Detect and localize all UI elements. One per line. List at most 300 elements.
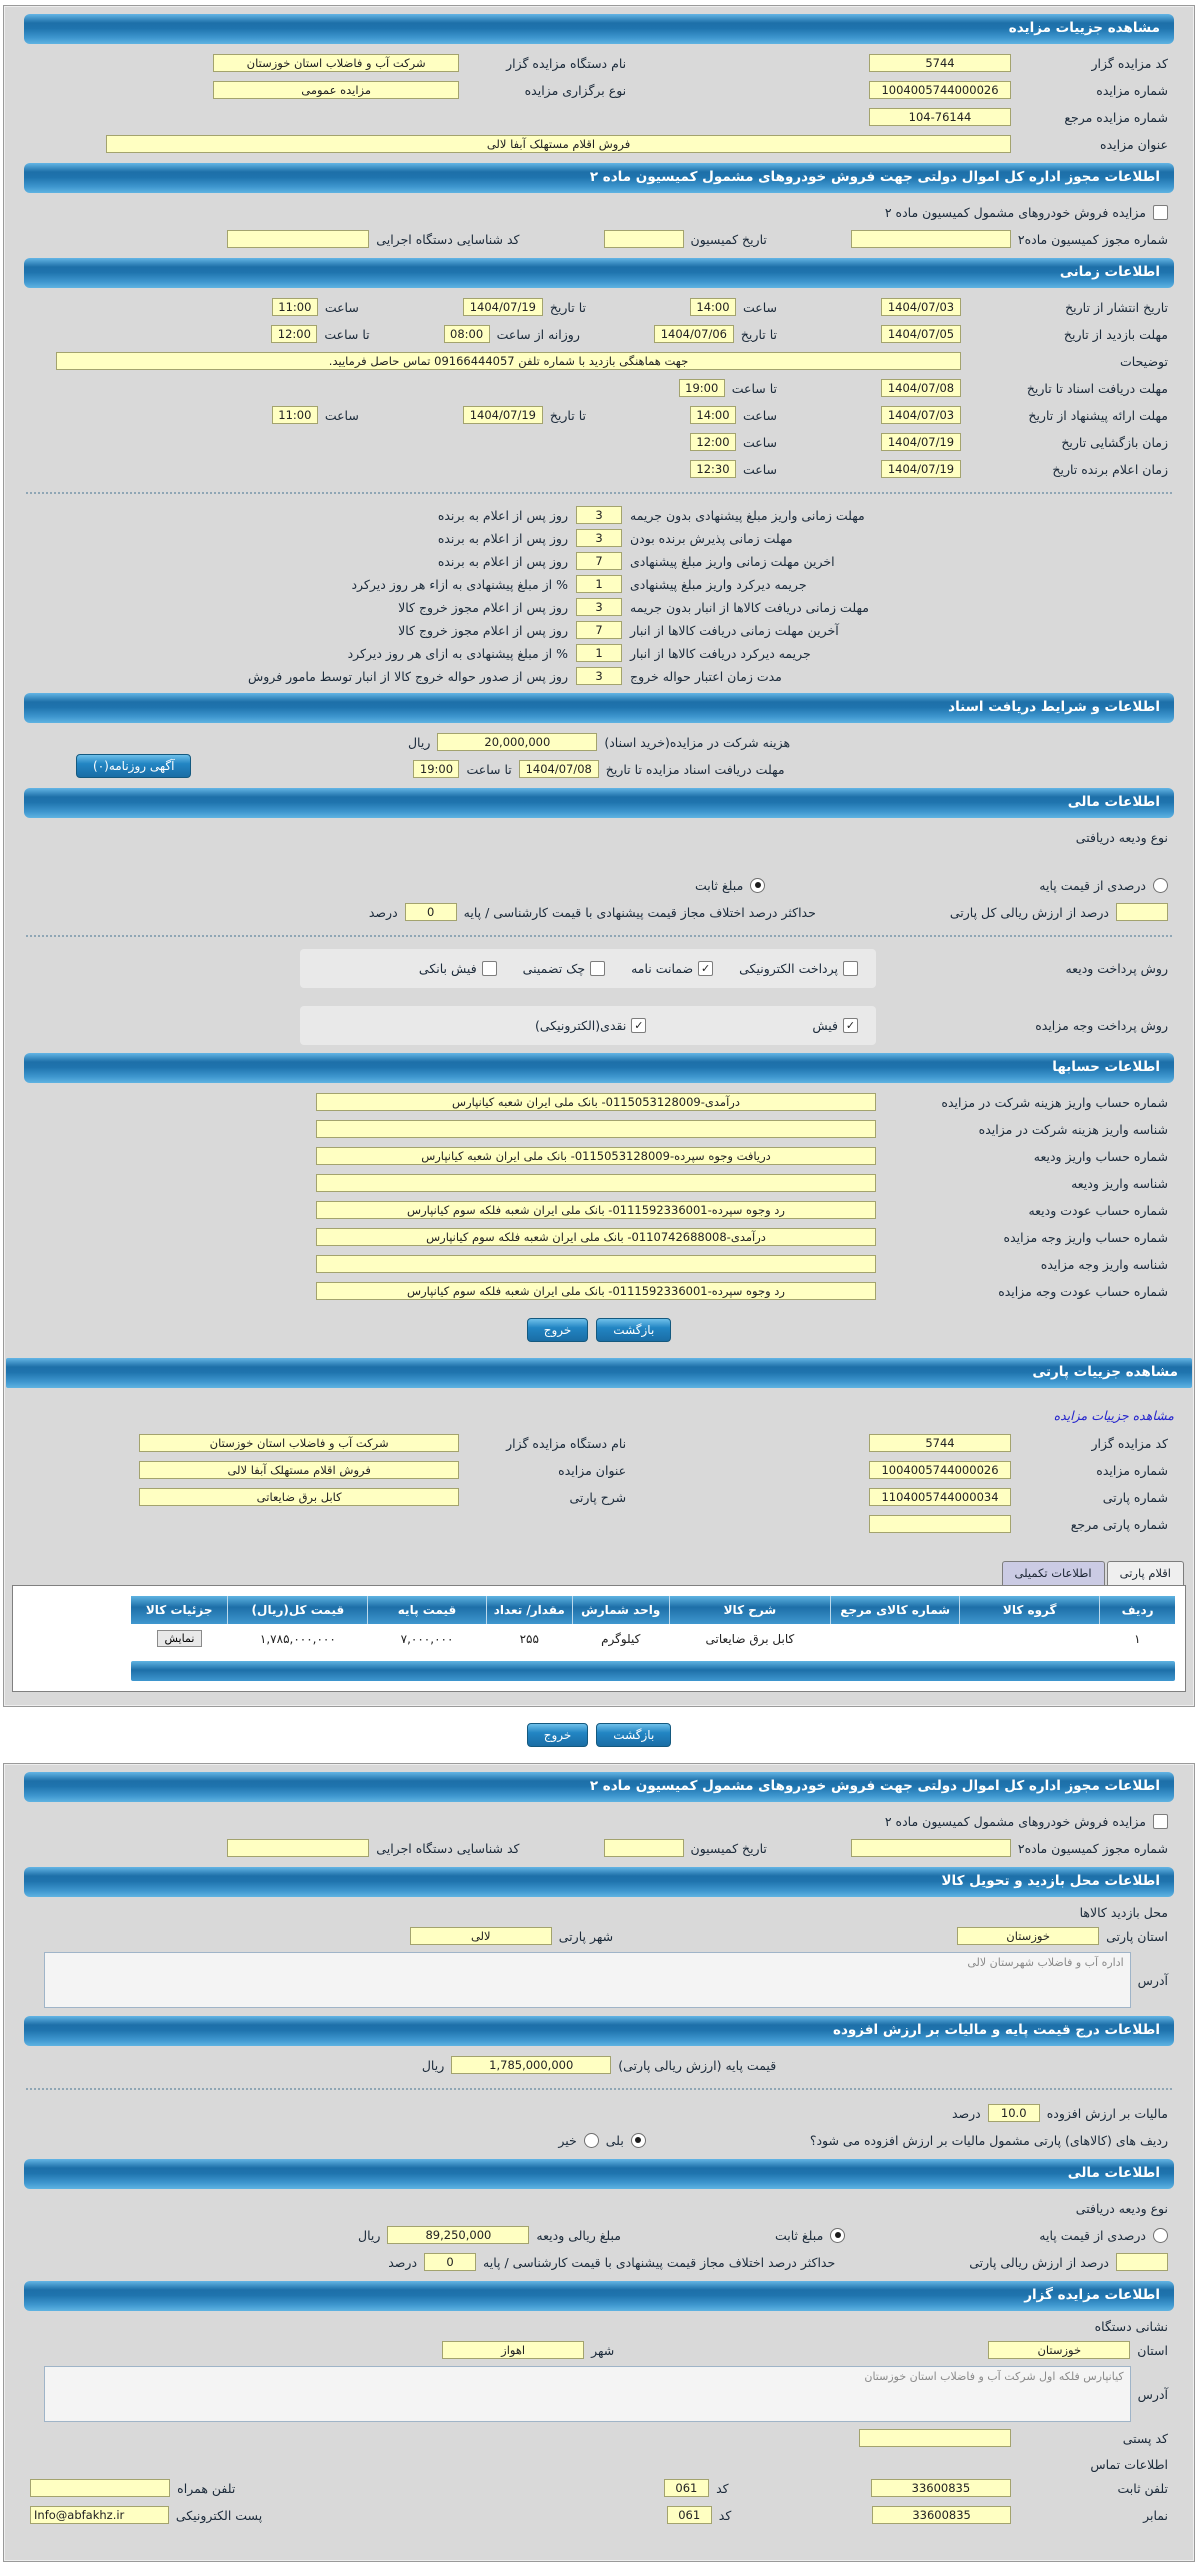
auction-number-field[interactable]: 1004005744000026 [869, 81, 1011, 99]
article2-checkbox[interactable] [1153, 205, 1168, 220]
max-diff-percent-label: درصد [368, 904, 398, 920]
auction-type-group [91, 81, 626, 99]
winner-hour-label: ساعت [742, 461, 777, 477]
penalty-suffix: روز پس از اعلام به برنده [437, 553, 568, 569]
row-postal-code [30, 2427, 1168, 2449]
section-header-auction-details: مشاهده جزییات مزایده [24, 14, 1174, 44]
publish-from-date[interactable]: 1404/07/03 [881, 298, 961, 316]
penalty-value-field[interactable]: 1 [576, 644, 622, 662]
account-row [30, 1145, 1168, 1167]
goods-table-container [12, 1585, 1186, 1692]
penalty-row [109, 575, 1089, 593]
commission-date-field[interactable] [604, 230, 684, 248]
penalty-value-field[interactable]: 3 [576, 667, 622, 685]
max-diff-field-2[interactable]: 0 [424, 2253, 476, 2271]
visit-daily-label: روزانه از ساعت [496, 326, 580, 342]
visit-to-label: تا تاریخ [740, 326, 777, 342]
party-city-field[interactable]: لالی [410, 1927, 552, 1945]
party-desc-label: شرح پارتی [569, 1489, 627, 1505]
offer-from-time[interactable]: 14:00 [690, 406, 736, 424]
auction-title-field[interactable]: فروش اقلام مستهلک آبفا لالی [106, 135, 1011, 153]
section-header-permit: اطلاعات مجوز اداره کل اموال دولتی جهت فروش خودروهای مشمول کمیسیون ماده ۲ [24, 163, 1174, 193]
account-label: شناسه واریز ودیعه [1071, 1175, 1168, 1191]
party-auctioneer-code-label: کد مزایده گزار [1091, 1435, 1168, 1451]
back-button[interactable]: بازگشت [596, 1318, 671, 1342]
auctioneer-org-field[interactable]: شرکت آب و فاضلاب استان خوزستان [213, 54, 459, 72]
account-label: شماره حساب واریز ودیعه [1033, 1148, 1168, 1164]
show-details-button[interactable]: نمایش [157, 1630, 203, 1647]
fax-code-field[interactable]: 061 [667, 2506, 712, 2524]
party-auctioneer-code-field[interactable]: 5744 [869, 1434, 1011, 1452]
phone-code-label: کد [716, 2480, 729, 2496]
auction-type-field[interactable]: مزایده عمومی [213, 81, 459, 99]
visit-address-label: آدرس [1137, 1972, 1168, 1988]
max-diff-field[interactable]: 0 [405, 903, 457, 921]
section-header-permit-2: اطلاعات مجوز اداره کل اموال دولتی جهت فروش خودروهای مشمول کمیسیون ماده ۲ [24, 1772, 1174, 1802]
publish-hour-label: ساعت [742, 299, 777, 315]
panel1-buttons [4, 1318, 1194, 1342]
tab-additional-info[interactable]: اطلاعات تکمیلی [1002, 1561, 1105, 1585]
auctioneer-address-title: نشانی دستگاه [1094, 2319, 1168, 2334]
deposit-method-label: روش پرداخت ودیعه [1065, 961, 1168, 976]
auctioneer-address-label: آدرس [1137, 2386, 1168, 2402]
method-electronic-payment [739, 961, 858, 976]
max-diff-label-2: حداکثر درصد اختلاف مجاز قیمت پیشنهادی با قیمت کارشناسی / پایه [483, 2254, 836, 2270]
row-visit [30, 323, 1168, 345]
fax-field[interactable]: 33600835 [872, 2506, 1011, 2524]
exit-button-2[interactable]: خروج [527, 1723, 589, 1747]
auctioneer-city-field[interactable]: اهواز [442, 2341, 584, 2359]
docs-deadline2-time[interactable]: 19:00 [413, 760, 459, 778]
penalty-label: اخرین مهلت زمانی واریز مبلغ پیشنهادی [630, 553, 835, 569]
method-bank-slip [419, 961, 497, 976]
row-number-type [30, 79, 1168, 101]
goods-table [131, 1596, 1175, 1653]
account-row [30, 1280, 1168, 1302]
contact-info-title: اطلاعات تماس [1090, 2457, 1168, 2472]
notes-field[interactable]: جهت هماهنگی بازدید با شماره تلفن 09166444057 تماس حاصل فرمایید. [56, 352, 961, 370]
account-label: شماره حساب واریز وجه مزایده [1003, 1229, 1168, 1245]
row-permit-checkbox-2 [30, 1810, 1168, 1832]
col-description: شرح کالا [669, 1596, 830, 1624]
account-field[interactable] [316, 1255, 876, 1273]
row-offer [30, 404, 1168, 426]
base-price-rial-label: ریال [421, 2057, 445, 2073]
phone-label: تلفن ثابت [1117, 2480, 1168, 2496]
mobile-field[interactable] [30, 2479, 170, 2497]
col-quantity: مقدار/ تعداد [486, 1596, 572, 1624]
percent-of-base-radio[interactable] [1153, 878, 1168, 893]
row-fax [30, 2504, 1168, 2526]
row-base-price [30, 2054, 1168, 2076]
exit-button[interactable]: خروج [527, 1318, 589, 1342]
row-permit-fields-2 [30, 1837, 1168, 1859]
electronic-payment-checkbox[interactable] [843, 961, 858, 976]
article2-checkbox-2[interactable] [1153, 1814, 1168, 1829]
cell-row-number: ۱ [1100, 1624, 1175, 1653]
section-header-visit-place: اطلاعات محل بازدید و تحویل کالا [24, 1867, 1174, 1897]
tab-party-items[interactable]: اقلام پارتی [1107, 1561, 1184, 1585]
penalty-row [109, 644, 1089, 662]
row-docs-deadline [30, 377, 1168, 399]
electronic-payment-label: پرداخت الکترونیکی [739, 961, 838, 976]
commission-date-field-2[interactable] [604, 1839, 684, 1857]
percent-of-lot-label: درصد از ارزش ریالی کل پارتی [949, 904, 1109, 920]
docs-until-label: تا ساعت [731, 380, 777, 396]
cell-quantity: ۲۵۵ [486, 1624, 572, 1653]
auctioneer-province-label: استان [1137, 2342, 1168, 2358]
fish-checkbox[interactable] [843, 1018, 858, 1033]
dotted-separator [26, 492, 1172, 494]
guarantee-checkbox[interactable] [698, 961, 713, 976]
offer-hour-label: ساعت [742, 407, 777, 423]
row-visit-address [30, 1952, 1168, 2008]
auctioneer-code-group [633, 54, 1168, 72]
row-docs-deadline2 [30, 758, 1168, 780]
party-auctioneer-org-field[interactable]: شرکت آب و فاضلاب استان خوزستان [139, 1434, 459, 1452]
party-ref-field[interactable] [869, 1515, 1011, 1533]
account-label: شناسه واریز هزینه شرکت در مزایده [978, 1121, 1168, 1137]
account-row [30, 1253, 1168, 1275]
winner-date[interactable]: 1404/07/19 [881, 460, 961, 478]
col-base-price: قیمت پایه [368, 1596, 486, 1624]
docs-deadline-time[interactable]: 19:00 [679, 379, 725, 397]
publish-to-label: تا تاریخ [549, 299, 586, 315]
col-unit: واحد شمارش [572, 1596, 669, 1624]
party-city-label: شهر پارتی [558, 1928, 614, 1944]
row-code-org [30, 52, 1168, 74]
section-header-base-price: اطلاعات درج قیمت پایه و مالیات بر ارزش افزوده [24, 2016, 1174, 2046]
penalty-suffix: روز پس از اعلام به برنده [437, 530, 568, 546]
offer-from-date[interactable]: 1404/07/03 [881, 406, 961, 424]
publish-to-hour-label: ساعت [324, 299, 359, 315]
row-auctioneer-province-city [30, 2339, 1168, 2361]
guarantee-label: ضمانت نامه [631, 961, 694, 976]
docs-deadline-date[interactable]: 1404/07/08 [881, 379, 961, 397]
email-field[interactable]: Info@abfakhz.ir [30, 2506, 169, 2524]
section-header-timing: اطلاعات زمانی [24, 258, 1174, 288]
article2-checkbox-label: مزایده فروش خودروهای مشمول کمیسیون ماده ۲ [884, 204, 1146, 220]
auction-ref-label: شماره مزایده مرجع [1064, 109, 1168, 125]
party-auction-number-field[interactable]: 1004005744000026 [869, 1461, 1011, 1479]
org-id-label: کد شناسایی دستگاه اجرایی [376, 231, 520, 247]
account-row [30, 1199, 1168, 1221]
penalty-row [109, 529, 1089, 547]
penalty-value-field[interactable]: 1 [576, 575, 622, 593]
party-province-label: استان پارتی [1106, 1928, 1168, 1944]
section-header-financial-2: اطلاعات مالی [24, 2159, 1174, 2189]
base-price-field[interactable]: 1,785,000,000 [451, 2056, 611, 2074]
account-label: شماره حساب عودت ودیعه [1028, 1202, 1168, 1218]
pay-method-label: روش پرداخت وجه مزایده [1035, 1018, 1168, 1033]
row-phone [30, 2477, 1168, 2499]
party-tabs [14, 1561, 1184, 1585]
row-vat-question [30, 2129, 1168, 2151]
certified-check-label: چک تضمینی [522, 961, 586, 976]
auction-ref-field[interactable]: 104-76144 [869, 108, 1011, 126]
auctioneer-org-group [91, 54, 626, 72]
opening-label: زمان بازگشایی تاریخ [1061, 434, 1168, 450]
cash-electronic-checkbox[interactable] [631, 1018, 646, 1033]
row-percent-maxdiff-2 [30, 2251, 1168, 2273]
section-header-auctioneer: اطلاعات مزایده گزار [24, 2281, 1174, 2311]
visit-to-date[interactable]: 1404/07/06 [654, 325, 734, 343]
percent-of-lot-field[interactable] [1116, 903, 1168, 921]
penalty-row [109, 552, 1089, 570]
party-auction-title-field[interactable]: فروش اقلام مستهلک آبفا لالی [139, 1461, 459, 1479]
publish-label: تاریخ انتشار از تاریخ [1065, 299, 1168, 315]
dotted-separator [26, 2088, 1172, 2090]
fixed-amount-radio[interactable] [750, 878, 765, 893]
org-id-label-2: کد شناسایی دستگاه اجرایی [376, 1840, 520, 1856]
party-auction-title-label: عنوان مزایده [558, 1462, 627, 1478]
col-details: جزئیات کالا [131, 1596, 228, 1624]
publish-to-date[interactable]: 1404/07/19 [463, 298, 543, 316]
max-diff-percent-label-2: درصد [388, 2254, 418, 2270]
auction-details-panel [3, 5, 1195, 1707]
method-fish [812, 1018, 858, 1033]
goods-table-row [131, 1624, 1175, 1653]
bank-slip-checkbox[interactable] [482, 961, 497, 976]
fee-label: هزینه شرکت در مزایده(خرید اسناد) [604, 734, 791, 750]
org-id-field[interactable] [227, 230, 369, 248]
vat-yes-radio[interactable] [631, 2133, 646, 2148]
auctioneer-code-label: کد مزایده گزار [1091, 55, 1168, 71]
party-row-code-org [30, 1432, 1168, 1454]
auction-title-label: عنوان مزایده [1100, 136, 1168, 152]
percent-of-base-label-2: درصدی از قیمت پایه [1039, 2227, 1146, 2243]
account-field[interactable]: رد وجوه سپرده-0111592336001- بانک ملی ایران شعبه فلکه سوم کیانپارس [316, 1282, 876, 1300]
permit-number-label-2: شماره مجوز کمیسیون ماده۲ [1017, 1840, 1168, 1856]
penalty-row [109, 667, 1089, 685]
phone-field[interactable]: 33600835 [871, 2479, 1011, 2497]
row-party-province-city [30, 1925, 1168, 1947]
penalty-value-field[interactable]: 7 [576, 552, 622, 570]
article2-checkbox-label-2: مزایده فروش خودروهای مشمول کمیسیون ماده ۲ [884, 1813, 1146, 1829]
fee-rial-label: ریال [407, 734, 431, 750]
penalty-value-field[interactable]: 7 [576, 621, 622, 639]
publish-to-time[interactable]: 11:00 [272, 298, 318, 316]
account-row [30, 1226, 1168, 1248]
row-deposit-type-options [30, 874, 1168, 896]
account-field[interactable]: دریافت وجوه سپرده-0115053128009- بانک ملی ایران شعبه کیانپارس [316, 1147, 876, 1165]
penalty-label: آخرین مهلت زمانی دریافت کالاها از انبار [630, 622, 839, 638]
commission-date-label-2: تاریخ کمیسیون [690, 1840, 767, 1856]
goods-table-header-row [131, 1596, 1175, 1624]
cell-description: کابل برق ضایعاتی [669, 1624, 830, 1653]
permit-number-field-2[interactable] [851, 1839, 1011, 1857]
penalty-label: جریمه دیرکرد دریافت کالاها از انبار [630, 645, 811, 661]
section-header-accounts: اطلاعات حسابها [24, 1053, 1174, 1083]
vat-yes-label: بلی [605, 2132, 624, 2148]
percent-of-party-label: درصد از ارزش ریالی پارتی [969, 2254, 1109, 2270]
party-row-no-desc [30, 1486, 1168, 1508]
mobile-label: تلفن همراه [177, 2480, 236, 2496]
fixed-amount-radio-2[interactable] [830, 2228, 845, 2243]
opening-hour-label: ساعت [742, 434, 777, 450]
row-pay-methods [30, 1006, 1168, 1045]
certified-check-checkbox[interactable] [590, 961, 605, 976]
row-auctioneer-address [30, 2366, 1168, 2422]
row-deposit-methods [30, 949, 1168, 988]
fax-label: نمابر [1143, 2507, 1168, 2523]
offer-to-time[interactable]: 11:00 [272, 406, 318, 424]
vat-field[interactable]: 10.0 [988, 2104, 1040, 2122]
auctioneer-code-field[interactable]: 5744 [869, 54, 1011, 72]
vat-label: مالیات بر ارزش افزوده [1046, 2105, 1168, 2121]
penalty-suffix: % از مبلغ پیشنهادی به ازای هر روز دیرکرد [347, 645, 568, 661]
newspaper-ad-button[interactable]: آگهی روزنامه(۰) [76, 754, 191, 778]
penalty-suffix: روز پس از اعلام مجوز خروج کالا [398, 599, 568, 615]
penalty-row [109, 621, 1089, 639]
offer-to-date[interactable]: 1404/07/19 [463, 406, 543, 424]
vat-question-label: ردیف های (کالاهای) پارتی مشمول مالیات بر ارزش افزوده می شود؟ [809, 2132, 1168, 2148]
docs-until2-label: تا ساعت [466, 761, 512, 777]
row-title [30, 133, 1168, 155]
percent-of-base-radio-2[interactable] [1153, 2228, 1168, 2243]
row-percent-maxdiff [30, 901, 1168, 923]
cash-electronic-label: نقدی(الکترونیکی) [534, 1018, 627, 1033]
col-ref-number: شماره کالای مرجع [831, 1596, 960, 1624]
winner-label: زمان اعلام برنده تاریخ [1052, 461, 1168, 477]
email-label: پست الکترونیکی [175, 2507, 263, 2523]
method-cash-electronic [535, 1018, 646, 1033]
penalty-label: مهلت زمانی دریافت کالاها از انبار بدون جریمه [630, 599, 869, 615]
penalty-value-field[interactable]: 3 [576, 506, 622, 524]
visit-place-title: محل بازدید کالاها [1079, 1905, 1168, 1920]
back-button-2[interactable]: بازگشت [596, 1723, 671, 1747]
party-desc-field[interactable]: کابل برق ضایعاتی [139, 1488, 459, 1506]
cell-goods-group [960, 1624, 1100, 1653]
opening-date[interactable]: 1404/07/19 [881, 433, 961, 451]
fish-label: فیش [812, 1018, 838, 1033]
method-guarantee [631, 961, 713, 976]
penalty-suffix: روز پس از صدور حواله خروج کالا از انبار توسط مامور فروش [248, 668, 568, 684]
offer-to-label: تا تاریخ [549, 407, 586, 423]
row-fee [30, 731, 1168, 753]
auctioneer-org-label: نام دستگاه مزایده گزار [506, 55, 627, 71]
base-price-label: قیمت پایه (ارزش ریالی پارتی) [618, 2057, 777, 2073]
postal-code-label: کد پستی [1122, 2430, 1168, 2446]
account-row [30, 1091, 1168, 1113]
publish-from-time[interactable]: 14:00 [690, 298, 736, 316]
account-row [30, 1118, 1168, 1140]
penalty-suffix: % از مبلغ پیشنهادی به ازاء هر روز دیرکرد [351, 576, 568, 592]
cell-ref-number [831, 1624, 960, 1653]
auction-number-group [633, 81, 1168, 99]
visit-address-textarea[interactable]: اداره آب و فاضلاب شهرستان لالی [44, 1952, 1131, 2008]
party-number-field[interactable]: 1104005744000034 [869, 1488, 1011, 1506]
account-field[interactable]: رد وجوه سپرده-0111592336001- بانک ملی ایران شعبه فلکه سوم کیانپارس [316, 1201, 876, 1219]
winner-time[interactable]: 12:30 [690, 460, 736, 478]
penalty-label: جریمه دیرکرد واریز مبلغ پیشنهادی [630, 576, 807, 592]
offer-label: مهلت ارائه پیشنهاد از تاریخ [1028, 407, 1168, 423]
party-number-label: شماره پارتی [1102, 1489, 1168, 1505]
auctioneer-city-label: شهر [591, 2342, 615, 2358]
permit-number-label: شماره مجوز کمیسیون ماده۲ [1017, 231, 1168, 247]
bank-slip-label: فیش بانکی [418, 961, 477, 976]
auctioneer-address-textarea[interactable]: کیانپارس فلکه اول شرکت آب و فاضلاب استان خوزستان [44, 2366, 1131, 2422]
visit-end-time[interactable]: 12:00 [271, 325, 317, 343]
fixed-amount-label-2: مبلغ ثابت [775, 2227, 824, 2243]
visit-from-date[interactable]: 1404/07/05 [881, 325, 961, 343]
deposit-amount-field[interactable]: 89,250,000 [387, 2226, 529, 2244]
between-panel-buttons [0, 1723, 1198, 1747]
deposit-amount-label: مبلغ ریالی ودیعه [536, 2227, 621, 2243]
row-notes [30, 350, 1168, 372]
deposit-type-label: نوع ودیعه دریافتی [1075, 829, 1168, 845]
method-certified-check [523, 961, 605, 976]
row-deposit-type-options-2 [30, 2224, 1168, 2246]
account-field[interactable] [316, 1120, 876, 1138]
party-info-panel [3, 1763, 1195, 2562]
party-row-ref [30, 1513, 1168, 1535]
vat-no-radio[interactable] [584, 2133, 599, 2148]
party-auction-number-label: شماره مزایده [1096, 1462, 1168, 1478]
account-field[interactable] [316, 1174, 876, 1192]
section-header-party-details: مشاهده جزییات پارتی [6, 1358, 1192, 1388]
penalty-label: مهلت زمانی واریز مبلغ پیشنهادی بدون جریمه [630, 507, 865, 523]
deposit-amount-rial-label: ریال [358, 2227, 381, 2243]
percent-of-base-label: درصدی از قیمت پایه [1039, 877, 1146, 893]
account-field[interactable]: درآمدی-0110742688008- بانک ملی ایران شعبه فلکه سوم کیانپارس [316, 1228, 876, 1246]
percent-of-party-field[interactable] [1116, 2253, 1168, 2271]
row-winner [30, 458, 1168, 480]
penalty-label: مهلت زمانی پذیرش برنده بودن [630, 530, 793, 546]
auctioneer-province-field[interactable]: خوزستان [988, 2341, 1130, 2359]
opening-time[interactable]: 12:00 [690, 433, 736, 451]
visit-start-time[interactable]: 08:00 [444, 325, 490, 343]
cell-details [131, 1624, 228, 1653]
row-deposit-type-label-2 [30, 2197, 1168, 2219]
permit-number-field[interactable] [851, 230, 1011, 248]
cell-unit: کیلوگرم [572, 1624, 669, 1653]
fixed-amount-label: مبلغ ثابت [695, 877, 744, 893]
visit-until-label: تا ساعت [324, 326, 370, 342]
deposit-methods-box [300, 949, 876, 988]
pay-methods-box [300, 1006, 876, 1045]
docs-deadline2-date[interactable]: 1404/07/08 [519, 760, 599, 778]
docs-deadline-label: مهلت دریافت اسناد تا تاریخ [1026, 380, 1168, 396]
cell-base-price: ۷,۰۰۰,۰۰۰ [368, 1624, 486, 1653]
org-id-field-2[interactable] [227, 1839, 369, 1857]
max-diff-label: حداکثر درصد اختلاف مجاز قیمت پیشنهادی با قیمت کارشناسی / پایه [463, 904, 816, 920]
fee-field[interactable]: 20,000,000 [437, 733, 597, 751]
penalty-suffix: روز پس از اعلام به برنده [437, 507, 568, 523]
account-label: شماره حساب واریز هزینه شرکت در مزایده [941, 1094, 1168, 1110]
penalty-value-field[interactable]: 3 [576, 598, 622, 616]
vat-no-label: خیر [558, 2132, 577, 2148]
phone-code-field[interactable]: 061 [664, 2479, 709, 2497]
row-permit-checkbox [30, 201, 1168, 223]
cell-total-price: ۱,۷۸۵,۰۰۰,۰۰۰ [228, 1624, 368, 1653]
row-permit-fields [30, 228, 1168, 250]
party-province-field[interactable]: خوزستان [957, 1927, 1099, 1945]
section-header-financial: اطلاعات مالی [24, 788, 1174, 818]
auction-type-label: نوع برگزاری مزایده [524, 82, 627, 98]
goods-table-footer-bar [131, 1661, 1175, 1681]
row-deposit-type-label [30, 826, 1168, 848]
view-auction-details-link[interactable]: مشاهده جزییات مزایده [1053, 1408, 1174, 1423]
penalty-value-field[interactable]: 3 [576, 529, 622, 547]
account-label: شماره حساب عودت وجه مزایده [998, 1283, 1168, 1299]
section-header-docs: اطلاعات و شرایط دریافت اسناد [24, 693, 1174, 723]
account-label: شناسه واریز وجه مزایده [1040, 1256, 1168, 1272]
account-field[interactable]: درآمدی-0115053128009- بانک ملی ایران شعبه کیانپارس [316, 1093, 876, 1111]
notes-label: توضیحات [1120, 353, 1168, 369]
penalty-row [109, 598, 1089, 616]
postal-code-field[interactable] [859, 2429, 1011, 2447]
